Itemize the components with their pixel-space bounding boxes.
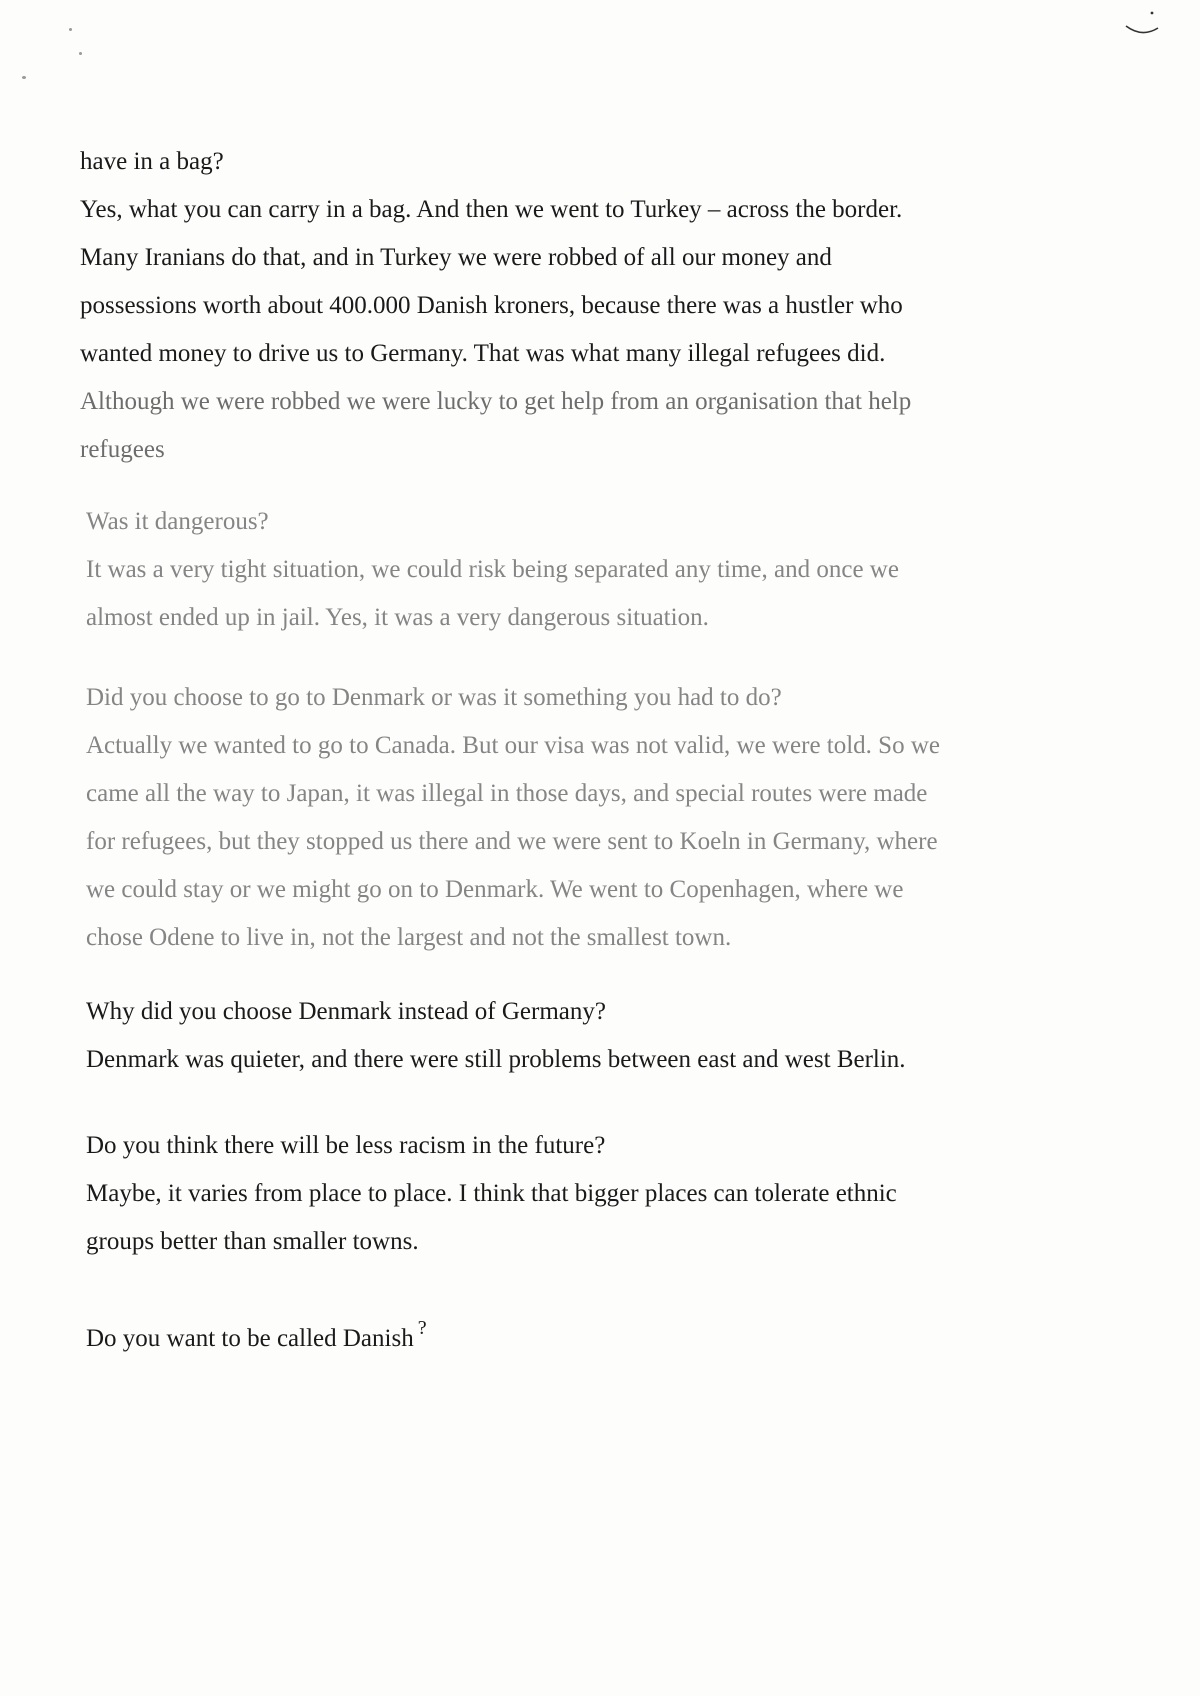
question-text: Was it dangerous?	[86, 508, 269, 535]
answer-line: It was a very tight situation, we could risk being separated any time, and once we	[86, 556, 899, 583]
qa-block-danish	[86, 1304, 1096, 1363]
scan-speck	[69, 28, 72, 31]
answer-block-escape	[80, 138, 1090, 474]
qa-block-racism	[86, 1122, 1096, 1266]
question-text: Why did you choose Denmark instead of Germany?	[86, 998, 606, 1025]
answer-line: almost ended up in jail. Yes, it was a very dangerous situation.	[86, 604, 709, 631]
answer-line: Denmark was quieter, and there were still problems between east and west Berlin.	[86, 1046, 906, 1073]
qa-block-denmark-germany	[86, 988, 1096, 1084]
answer-line: Actually we wanted to go to Canada. But our visa was not valid, we were told. So we	[86, 732, 940, 759]
answer-line: possessions worth about 400.000 Danish kroners, because there was a hustler who	[80, 292, 903, 319]
question-text: Did you choose to go to Denmark or was it something you had to do?	[86, 684, 782, 711]
question-text-main: Do you want to be called Danish	[86, 1325, 414, 1352]
qa-block-choice	[86, 674, 1096, 962]
answer-line: Yes, what you can carry in a bag. And then we went to Turkey – across the border.	[80, 196, 903, 223]
qa-block-danger	[86, 498, 1096, 642]
answer-line: Maybe, it varies from place to place. I think that bigger places can tolerate ethnic	[86, 1180, 897, 1207]
answer-line: groups better than smaller towns.	[86, 1228, 419, 1255]
answer-line: we could stay or we might go on to Denmark. We went to Copenhagen, where we	[86, 876, 904, 903]
question-mark: ?	[417, 1317, 427, 1339]
answer-line: came all the way to Japan, it was illegal in those days, and special routes were made	[86, 780, 928, 807]
answer-line: wanted money to drive us to Germany. That was what many illegal refugees did.	[80, 340, 886, 367]
question-text: Do you think there will be less racism in the future?	[86, 1132, 606, 1159]
scan-speck	[79, 52, 82, 55]
question-text	[86, 1304, 1096, 1363]
answer-line: refugees	[80, 436, 165, 463]
question-end-text: have in a bag?	[80, 148, 224, 175]
answer-line: Many Iranians do that, and in Turkey we were robbed of all our money and	[80, 244, 832, 271]
answer-line: for refugees, but they stopped us there and we were sent to Koeln in Germany, where	[86, 828, 938, 855]
curved-pen-mark-icon	[1122, 8, 1162, 38]
scan-speck	[22, 76, 26, 79]
answer-line: Although we were robbed we were lucky to get help from an organisation that help	[80, 388, 912, 415]
answer-line: chose Odene to live in, not the largest and not the smallest town.	[86, 924, 732, 951]
